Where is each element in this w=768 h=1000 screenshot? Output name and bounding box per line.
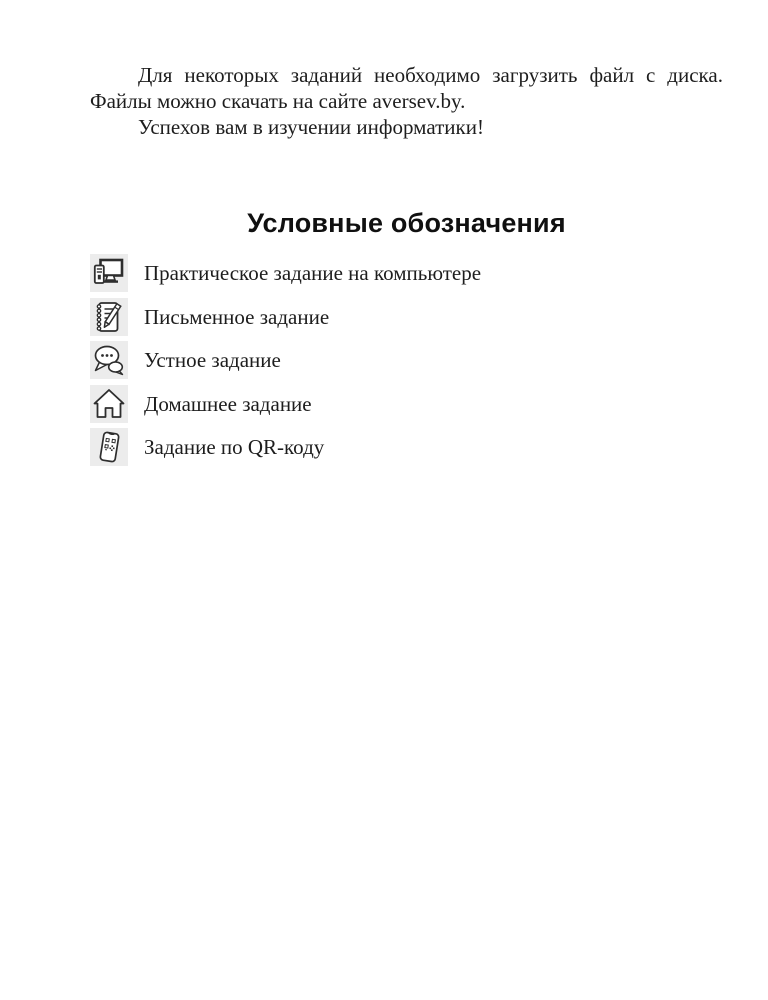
legend-item-label: Устное задание xyxy=(144,348,281,372)
legend-item-label: Домашнее задание xyxy=(144,391,312,416)
intro-paragraph-2: Успехов вам в изучении информатики! xyxy=(138,115,484,139)
legend-item-written xyxy=(90,298,723,336)
computer-icon xyxy=(90,254,128,292)
legend-item-oral xyxy=(90,341,723,379)
notebook-pen-icon xyxy=(90,298,128,336)
legend-list xyxy=(90,254,723,466)
legend-item-qr xyxy=(90,428,723,466)
intro-paragraph-1: Для некоторых заданий необходимо загрузить файл с диска. Файлы можно скачать на сайте aversev.by. xyxy=(90,63,723,113)
legend-item-label: Письменное задание xyxy=(144,304,330,329)
text-block xyxy=(0,0,768,466)
legend-item-label: Задание по QR-коду xyxy=(144,435,325,459)
speech-bubbles-icon xyxy=(90,341,128,379)
legend-item-computer xyxy=(90,254,723,292)
legend-item-home xyxy=(90,385,723,423)
phone-qr-icon xyxy=(90,428,128,466)
legend-item-label: Практическое задание на компьютере xyxy=(144,261,482,285)
section-heading: Условные обозначения xyxy=(247,208,566,238)
house-icon xyxy=(90,385,128,423)
